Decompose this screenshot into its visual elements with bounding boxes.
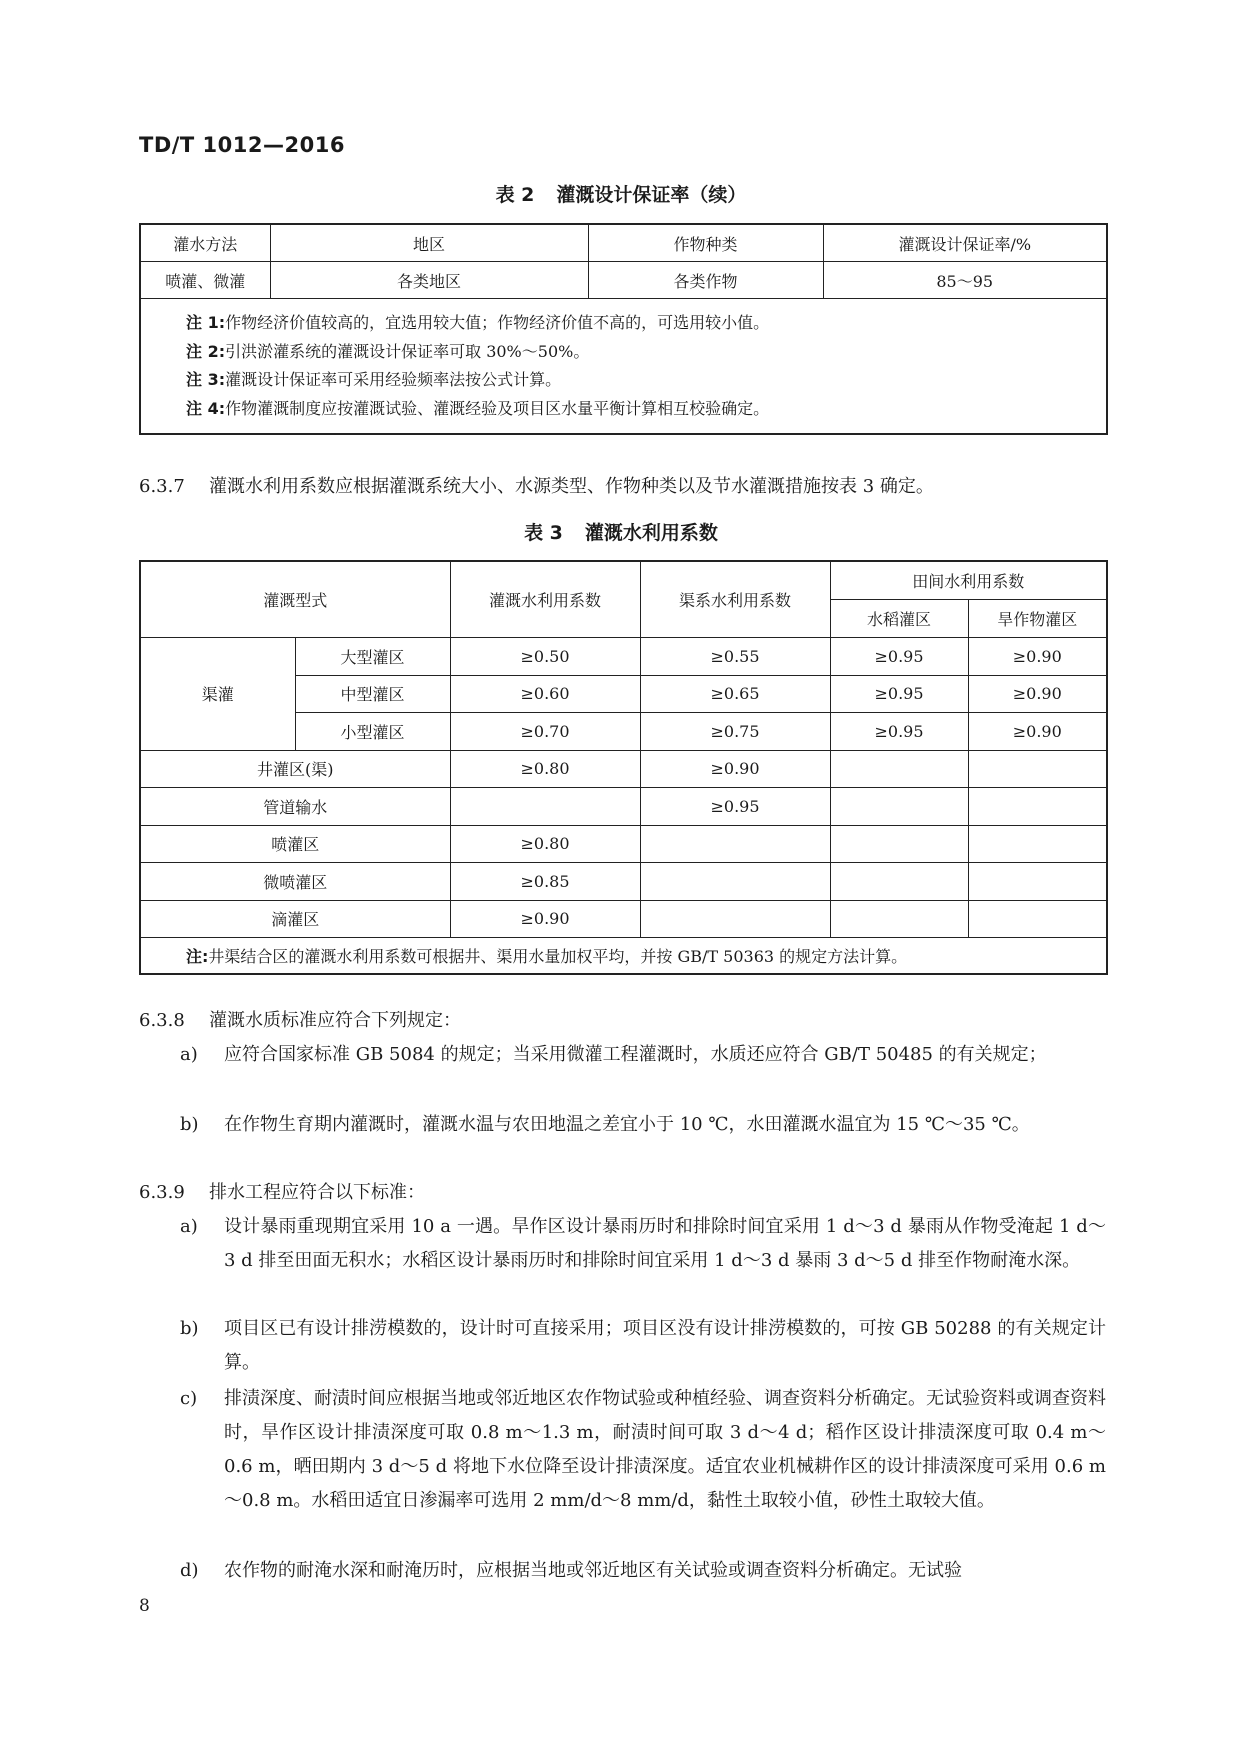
table3-header-canal: 渠系水利用系数 <box>640 561 830 638</box>
item-text: 在作物生育期内灌溉时，灌溉水温与农田地温之差宜小于 10 ℃，水田灌溉水温宜为 15 ℃～35 ℃。 <box>224 1114 1030 1135</box>
table3-cell: 管道输水 <box>140 788 450 826</box>
page-number: 8 <box>139 1596 150 1616</box>
document-id: TD/T 1012—2016 <box>139 133 345 157</box>
clause-number: 6.3.7 <box>139 476 185 497</box>
table3-cell <box>968 788 1107 826</box>
table3-cell <box>830 863 968 901</box>
table3-header-type: 灌溉型式 <box>140 561 450 638</box>
table3-header-paddy: 水稻灌区 <box>830 600 968 638</box>
table3-cell: 小型灌区 <box>295 713 450 751</box>
table3-cell <box>640 863 830 901</box>
table3-cell: 井灌区(渠) <box>140 750 450 788</box>
item-label: a) <box>180 1044 198 1065</box>
table3-cell: ≥0.85 <box>450 863 640 901</box>
table3-cell <box>968 863 1107 901</box>
note-text: 作物经济价值较高的，宜选用较大值；作物经济价值不高的，可选用较小值。 <box>225 313 770 332</box>
table3-cell: ≥0.60 <box>450 675 640 713</box>
clause-text: 灌溉水质标准应符合下列规定： <box>209 1010 461 1031</box>
item-label: c) <box>180 1388 198 1409</box>
table2-header-cell: 灌溉设计保证率/% <box>823 224 1107 262</box>
table2-cell: 各类地区 <box>270 262 588 299</box>
table3-note-row <box>140 938 1107 975</box>
table3-row <box>140 788 1107 826</box>
table3-cell <box>640 900 830 938</box>
table2-caption <box>0 180 1242 207</box>
item-label: b) <box>180 1318 199 1339</box>
clause-6-3-8 <box>139 1004 461 1038</box>
table3-cell <box>640 825 830 863</box>
table3-cell <box>830 750 968 788</box>
table3-title: 灌溉水利用系数 <box>584 522 718 544</box>
table3-header-row <box>140 561 1107 600</box>
table2-number: 表 2 <box>495 184 535 206</box>
clause-text: 灌溉水利用系数应根据灌溉系统大小、水源类型、作物种类以及节水灌溉措施按表 3 确定。 <box>209 476 934 497</box>
table3-row <box>140 825 1107 863</box>
table3-cell: ≥0.75 <box>640 713 830 751</box>
table2-note <box>186 338 1106 367</box>
table3-cell <box>830 900 968 938</box>
table3-row <box>140 750 1107 788</box>
table3-cell: 中型灌区 <box>295 675 450 713</box>
item-text: 设计暴雨重现期宜采用 10 a 一遇。旱作区设计暴雨历时和排除时间宜采用 1 d～3 d 暴雨从作物受淹起 1 d～3 d 排至田面无积水；水稻区设计暴雨历时和排除时间宜采用 1 d～3 d 暴雨 3 d～5 d 排至作物耐淹水深。 <box>224 1216 1106 1271</box>
note-text: 井渠结合区的灌溉水利用系数可根据井、渠用水量加权平均，并按 GB/T 50363 的规定方法计算。 <box>208 947 908 966</box>
table2-row <box>140 262 1107 299</box>
table2-note <box>186 366 1106 395</box>
table3-cell <box>968 825 1107 863</box>
table2-header-row <box>140 224 1107 262</box>
table3-caption <box>0 518 1242 545</box>
clause-number: 6.3.8 <box>139 1010 185 1031</box>
table2-cell: 喷灌、微灌 <box>140 262 270 299</box>
table3-row <box>140 638 1107 676</box>
item-label: d) <box>180 1560 199 1581</box>
note-label: 注 1: <box>186 313 226 332</box>
table2-note <box>186 395 1106 424</box>
table3-cell <box>968 750 1107 788</box>
table3-cell: ≥0.95 <box>830 638 968 676</box>
table2-cell: 各类作物 <box>588 262 823 299</box>
table3-cell: ≥0.90 <box>968 638 1107 676</box>
clause-6-3-7 <box>139 470 934 504</box>
table3-cell: ≥0.95 <box>830 675 968 713</box>
item-text: 应符合国家标准 GB 5084 的规定；当采用微灌工程灌溉时，水质还应符合 GB/T 50485 的有关规定； <box>224 1044 1047 1065</box>
table3-cell: ≥0.50 <box>450 638 640 676</box>
note-text: 引洪淤灌系统的灌溉设计保证率可取 30%～50%。 <box>225 341 590 361</box>
table3-cell: ≥0.90 <box>640 750 830 788</box>
table3-number: 表 3 <box>524 522 563 544</box>
table3-cell: ≥0.90 <box>968 713 1107 751</box>
note-label: 注: <box>186 947 209 966</box>
table3-cell: ≥0.55 <box>640 638 830 676</box>
table3-header-dry: 旱作物灌区 <box>968 600 1107 638</box>
note-label: 注 3: <box>186 370 226 389</box>
table2-header-cell: 灌水方法 <box>140 224 270 262</box>
table3-header-irrigation: 灌溉水利用系数 <box>450 561 640 638</box>
table3-cell: ≥0.80 <box>450 825 640 863</box>
item-label: a) <box>180 1216 198 1237</box>
table3-header-field: 田间水利用系数 <box>830 561 1107 600</box>
table2-cell: 85～95 <box>823 262 1107 299</box>
table3-note <box>140 938 1107 975</box>
table3-cell: 微喷灌区 <box>140 863 450 901</box>
table3-cell <box>968 900 1107 938</box>
table2 <box>139 223 1108 435</box>
table3-cell: 大型灌区 <box>295 638 450 676</box>
table3-cell <box>830 788 968 826</box>
clause-6-3-9 <box>139 1176 425 1210</box>
note-label: 注 2: <box>186 341 226 361</box>
note-text: 灌溉设计保证率可采用经验频率法按公式计算。 <box>225 370 562 389</box>
table3 <box>139 560 1108 975</box>
table3-cell: ≥0.90 <box>450 900 640 938</box>
table3-cell: ≥0.95 <box>640 788 830 826</box>
item-text: 排渍深度、耐渍时间应根据当地或邻近地区农作物试验或种植经验、调查资料分析确定。无试验资料或调查资料时，旱作区设计排渍深度可取 0.8 m～1.3 m，耐渍时间可取 3 d～4 d；稻作区设计排渍深度可取 0.4 m～0.6 m，晒田期内 3 d～5 d 将地下水位降至设计排渍深度。适宜农业机械耕作区的设计排渍深度可采用 0.6 m～0.8 m。水稻田适宜日渗漏率可选用 2 mm/d～8 mm/d，黏性土取较小值，砂性土取较大值。 <box>224 1388 1106 1511</box>
table3-cell <box>450 788 640 826</box>
note-label: 注 4: <box>186 398 226 418</box>
table2-header-cell: 作物种类 <box>588 224 823 262</box>
table3-cell: ≥0.65 <box>640 675 830 713</box>
table3-group-canal: 渠灌 <box>140 638 295 751</box>
item-label: b) <box>180 1114 199 1135</box>
table3-cell: 滴灌区 <box>140 900 450 938</box>
table2-notes <box>140 299 1107 435</box>
table3-cell: ≥0.80 <box>450 750 640 788</box>
table2-notes-row <box>140 299 1107 435</box>
table2-title: 灌溉设计保证率（续） <box>556 184 747 206</box>
table2-note <box>186 309 1106 338</box>
table3-cell: ≥0.70 <box>450 713 640 751</box>
table3-cell: 喷灌区 <box>140 825 450 863</box>
table3-cell <box>830 825 968 863</box>
table3-cell: ≥0.90 <box>968 675 1107 713</box>
clause-number: 6.3.9 <box>139 1182 185 1203</box>
table3-row <box>140 863 1107 901</box>
note-text: 作物灌溉制度应按灌溉试验、灌溉经验及项目区水量平衡计算相互校验确定。 <box>225 398 770 418</box>
table3-cell: ≥0.95 <box>830 713 968 751</box>
table2-header-cell: 地区 <box>270 224 588 262</box>
clause-text: 排水工程应符合以下标准： <box>209 1182 425 1203</box>
table3-row <box>140 900 1107 938</box>
item-text: 项目区已有设计排涝模数的，设计时可直接采用；项目区没有设计排涝模数的，可按 GB 50288 的有关规定计算。 <box>224 1318 1106 1373</box>
item-text: 农作物的耐淹水深和耐淹历时，应根据当地或邻近地区有关试验或调查资料分析确定。无试验 <box>224 1560 962 1581</box>
